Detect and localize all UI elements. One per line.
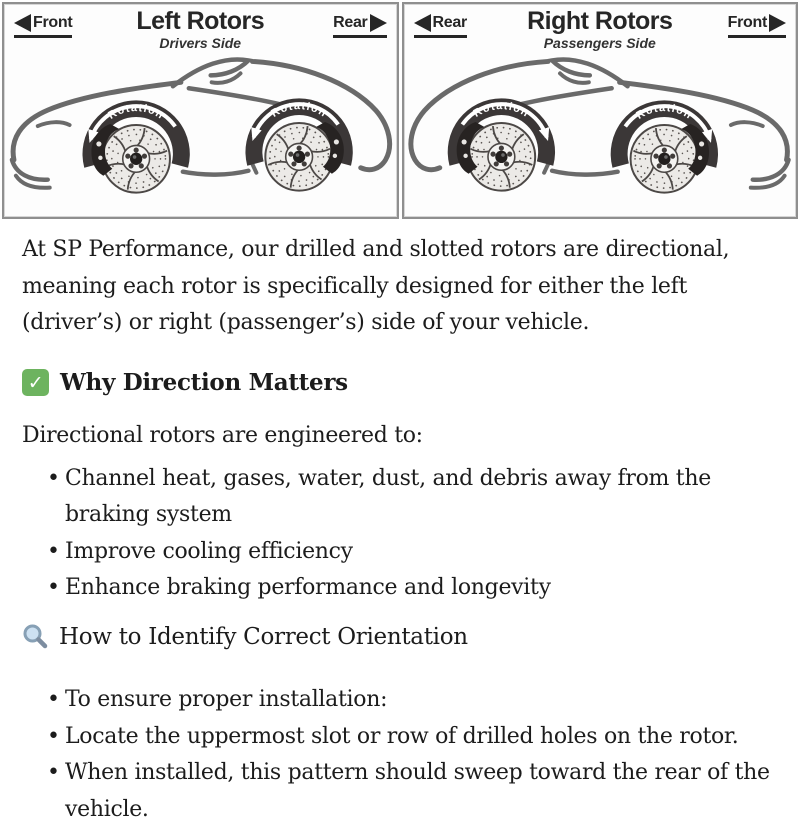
front-direction-label [14,12,72,38]
car-sketch-mirrored [410,59,788,192]
list-item: • Channel heat, gases, water, dust, and debris away from the braking system [65,461,778,534]
heading-text: How to Identify Correct Orientation [59,623,468,650]
panel-title-block [527,9,672,51]
magnifying-glass-icon [22,623,49,650]
identify-orientation-heading [22,619,778,656]
intro-paragraph: At SP Performance, our drilled and slotted rotors are directional, meaning each rotor is specifically designed for either the left (driver’s) or right (passenger’s) side of your vehicle. [22,237,730,335]
front-direction-label [728,12,786,38]
rear-direction-label [414,12,467,38]
list-item: • When installed, this pattern should sweep toward the rear of the vehicle. [65,755,778,828]
right-car-illustration [404,48,797,213]
rear-direction-label [333,12,386,38]
panel-subtitle: Passengers Side [543,35,656,51]
right-arrow-icon [370,14,387,32]
list-item: • Enhance braking performance and longevity [65,570,778,607]
left-rotors-panel [2,2,399,219]
panel-title-block [136,9,264,51]
panel-title: Left Rotors [136,7,265,35]
heading-text: Why Direction Matters [60,368,348,396]
right-rotors-panel [402,2,799,219]
list-item: • Locate the uppermost slot or row of drilled holes on the rotor. [65,719,778,756]
left-arrow-icon [14,14,31,32]
panel-subtitle: Drivers Side [159,35,242,51]
left-panel-header [4,4,397,51]
why-bullet-list [22,461,778,607]
why-direction-matters-heading [22,365,778,402]
list-item: • Improve cooling efficiency [65,534,778,571]
direction-text: Rear [333,14,368,31]
rotation-label: Rotation [470,100,531,120]
right-arrow-icon [769,14,786,32]
article-body [0,232,800,828]
identify-bullet-list [22,682,778,828]
direction-text: Front [727,14,767,31]
left-car-illustration [4,48,397,213]
direction-text: Front [33,14,73,31]
direction-text: Rear [432,14,467,31]
engineered-to-lead: Directional rotors are engineered to: [22,423,423,448]
rotation-label: Rotation [633,102,694,122]
panel-title: Right Rotors [527,7,673,35]
right-panel-header [404,4,797,51]
list-item: • To ensure proper installation: [65,682,778,719]
left-arrow-icon [414,14,431,32]
rotation-label: Rotation [269,100,330,120]
rotation-label: Rotation [106,102,167,122]
car-sketch [12,59,390,192]
check-mark-icon: ✓ [22,369,49,396]
rotor-direction-diagram [0,0,800,219]
